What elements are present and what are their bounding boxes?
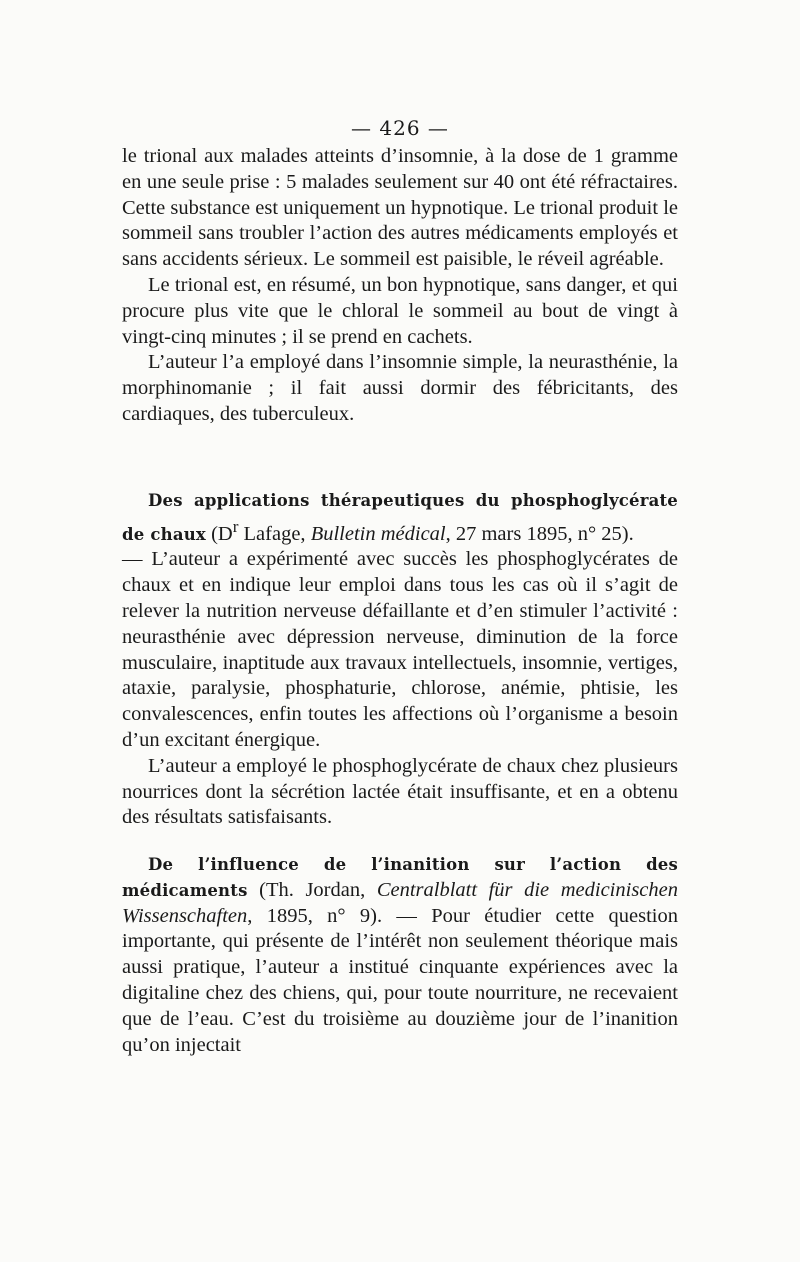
citation-open: (Th. Jordan, [247, 878, 377, 901]
section-phosphoglycerate [122, 488, 678, 831]
paragraph-text: — Pour étudier cette question importante, qui présente de l’intérêt non seulement théorique mais aussi pratique, l’auteur a institué cinquante expériences avec la digitaline chez des chiens, qui, pour toute nourriture, ne recevaient que de l’eau. C’est du troisième au douzième jour de l’inanition qu’on injectait [122, 904, 678, 1056]
citation-open: (D [205, 522, 233, 545]
section-inanition [122, 852, 678, 1058]
section-heading-paragraph [122, 852, 678, 1058]
section-heading: De l’influence de l’inanition sur l’action des médicaments [122, 855, 678, 900]
section-heading-paragraph [122, 488, 678, 547]
paragraph: L’auteur l’a employé dans l’insomnie simple, la neurasthénie, la morphinomanie ; il fait aussi dormir des fébricitants, des cardiaques, des tuberculeux. [122, 351, 678, 425]
citation-details: , 27 mars 1895, n° 25). [445, 522, 634, 545]
page-number: — 426 — [351, 116, 449, 140]
citation-journal: Bulletin médical [310, 522, 446, 545]
paragraph: le trional aux malades atteints d’insomnie, à la dose de 1 gramme en une seule prise : 5 malades seulement sur 40 ont été réfractaires. Cette substance est uniquement un hypnotique. Le trional produit le sommeil sans troubler l’action des autres médicaments employés et sans accidents sérieux. Le sommeil est paisible, le réveil agréable. [122, 145, 678, 271]
citation-journal: Centralblatt für die medicinischen Wissenschaften [122, 878, 678, 927]
section-heading: Des applications thérapeutiques du phosphoglycérate de chaux [122, 491, 678, 544]
citation-details: , 1895, n° 9). [247, 904, 383, 927]
paragraph: — L’auteur a expérimenté avec succès les phosphoglycérates de chaux et en indique leur emploi dans tous les cas où il s’agit de relever la nutrition nerveuse défaillante et d’en stimuler l’activité : neurasthénie avec dépression nerveuse, diminution de la force musculaire, inaptitude aux travaux intellectuels, insomnie, vertiges, ataxie, paralysie, phosphaturie, chlorose, anémie, phtisie, les convalescences, enfin toutes les affections où l’organisme a besoin d’un excitant énergique. [122, 548, 678, 751]
citation-author: Lafage, [238, 522, 311, 545]
paragraph: L’auteur a employé le phosphoglycérate de chaux chez plusieurs nourrices dont la sécrétion lactée était insuffisante, et en a obtenu des résultats satisfaisants. [122, 754, 678, 829]
paragraph: Le trional est, en résumé, un bon hypnotique, sans danger, et qui procure plus vite que le chloral le sommeil au bout de vingt à vingt-cinq minutes ; il se prend en cachets. [122, 273, 678, 348]
citation-superscript: r [232, 516, 239, 536]
section-trional [122, 144, 678, 428]
